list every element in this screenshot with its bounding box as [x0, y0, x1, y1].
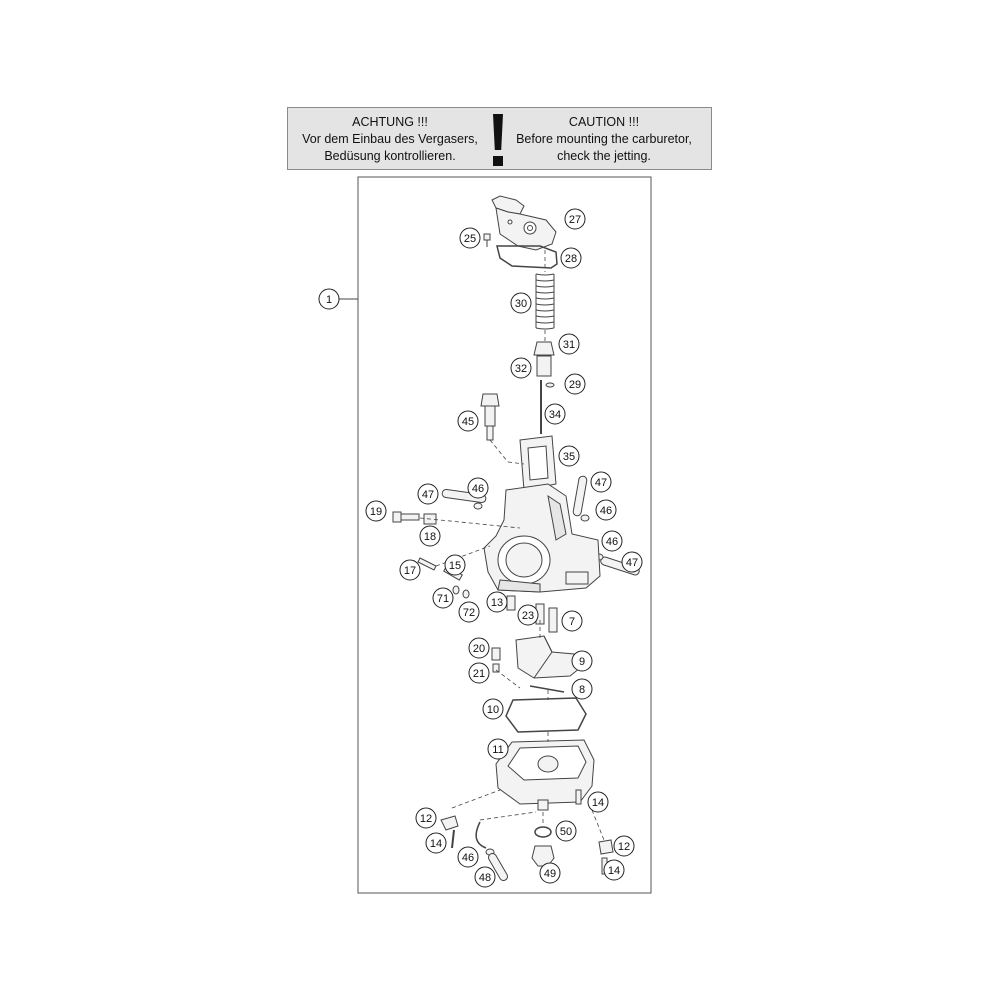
clamp-12-right — [599, 840, 613, 854]
callout-72 — [459, 602, 479, 622]
svg-text:9: 9 — [578, 656, 586, 668]
svg-text:47: 47 — [421, 489, 435, 501]
svg-text:23: 23 — [521, 610, 535, 622]
svg-text:35: 35 — [562, 451, 576, 463]
clamp-12-left — [441, 816, 458, 830]
callout-14-upper — [588, 792, 608, 812]
warning-german-line-1: ACHTUNG !!! — [352, 115, 428, 129]
callout-46-right — [596, 500, 616, 520]
warning-english-line-1: CAUTION !!! — [568, 115, 640, 129]
svg-text:12: 12 — [419, 813, 433, 825]
washer-71 — [453, 586, 459, 594]
svg-text:17: 17 — [403, 565, 417, 577]
overflow-hose-line — [476, 822, 486, 848]
svg-text:34: 34 — [548, 409, 562, 421]
callout-15 — [445, 555, 465, 575]
slide-spring — [536, 274, 554, 329]
svg-text:50: 50 — [559, 826, 573, 838]
svg-text:18: 18 — [423, 531, 437, 543]
svg-text:21: 21 — [472, 668, 486, 680]
svg-text:48: 48 — [478, 872, 492, 884]
o-ring-72 — [463, 590, 469, 598]
svg-text:12: 12 — [617, 841, 631, 853]
svg-text:20: 20 — [472, 643, 486, 655]
callout-46-bottom — [458, 847, 478, 867]
svg-text:13: 13 — [490, 597, 504, 609]
svg-text:19: 19 — [369, 506, 383, 518]
callout-18 — [420, 526, 440, 546]
callout-14-right — [604, 860, 624, 880]
screw-14-left — [452, 830, 454, 848]
callout-25 — [460, 228, 480, 248]
svg-text:47: 47 — [594, 477, 608, 489]
svg-text:15: 15 — [448, 560, 462, 572]
needle-clip-holder — [537, 356, 551, 376]
svg-text:46: 46 — [605, 536, 619, 548]
vent-hose-2 — [573, 476, 588, 517]
callout-11 — [488, 739, 508, 759]
svg-text:28: 28 — [564, 253, 578, 265]
throttle-slide — [520, 436, 556, 490]
svg-text:49: 49 — [543, 868, 557, 880]
svg-text:46: 46 — [599, 505, 613, 517]
callout-46-mid — [602, 531, 622, 551]
callout-49 — [540, 863, 560, 883]
callout-50 — [556, 821, 576, 841]
float-bowl-gasket — [506, 698, 586, 732]
callout-47-left — [418, 484, 438, 504]
o-ring-50 — [535, 827, 551, 837]
callout-27 — [565, 209, 585, 229]
svg-text:29: 29 — [568, 379, 582, 391]
svg-text:8: 8 — [578, 684, 586, 696]
callout-31 — [559, 334, 579, 354]
svg-text:72: 72 — [462, 607, 476, 619]
callout-47-right — [591, 472, 611, 492]
svg-text:1: 1 — [325, 294, 333, 306]
callout-12-right — [614, 836, 634, 856]
callout-21 — [469, 663, 489, 683]
callout-9 — [572, 651, 592, 671]
callout-32 — [511, 358, 531, 378]
svg-text:11: 11 — [492, 744, 504, 756]
svg-text:7: 7 — [568, 616, 576, 628]
warning-english-line-2: Before mounting the carburetor, — [516, 132, 692, 146]
pilot-jet — [507, 596, 515, 610]
top-cover — [492, 196, 556, 250]
warning-german-line-2: Vor dem Einbau des Vergasers, — [302, 132, 478, 146]
callout-71 — [433, 588, 453, 608]
svg-text:30: 30 — [514, 298, 528, 310]
idle-adjust-screw — [481, 394, 499, 440]
float-valve — [492, 648, 500, 660]
screw-25 — [484, 234, 490, 247]
callout-19 — [366, 501, 386, 521]
svg-text:47: 47 — [625, 557, 639, 569]
callout-30 — [511, 293, 531, 313]
callout-29 — [565, 374, 585, 394]
hose-clamp-1 — [474, 503, 482, 509]
float-axle — [530, 686, 564, 692]
needle-holder — [534, 342, 554, 355]
callout-28 — [561, 248, 581, 268]
svg-text:31: 31 — [562, 339, 576, 351]
callout-7 — [562, 611, 582, 631]
air-screw — [393, 512, 419, 522]
callout-12-left — [416, 808, 436, 828]
warning-english-line-3: check the jetting. — [557, 149, 651, 163]
callout-20 — [469, 638, 489, 658]
callout-34 — [545, 404, 565, 424]
screw-14-upper — [576, 790, 581, 804]
cover-gasket — [497, 246, 557, 268]
callout-13 — [487, 592, 507, 612]
warning-german-line-3: Bedüsung kontrollieren. — [324, 149, 456, 163]
idle-spring — [418, 558, 436, 570]
callout-23 — [518, 605, 538, 625]
svg-text:14: 14 — [591, 797, 605, 809]
callout-8 — [572, 679, 592, 699]
svg-text:14: 14 — [429, 838, 443, 850]
svg-text:32: 32 — [514, 363, 528, 375]
svg-text:46: 46 — [461, 852, 475, 864]
callout-10 — [483, 699, 503, 719]
svg-text:45: 45 — [461, 416, 475, 428]
svg-text:14: 14 — [607, 865, 621, 877]
callout-45 — [458, 411, 478, 431]
svg-text:27: 27 — [568, 214, 582, 226]
svg-text:25: 25 — [463, 233, 477, 245]
svg-text:71: 71 — [436, 593, 450, 605]
callout-46-left — [468, 478, 488, 498]
callout-14-left — [426, 833, 446, 853]
float — [516, 636, 580, 678]
callout-48 — [475, 867, 495, 887]
svg-text:46: 46 — [471, 483, 485, 495]
callout-35 — [559, 446, 579, 466]
hose-clamp-2 — [581, 515, 589, 521]
float-pin — [493, 664, 499, 672]
needle-clip — [546, 383, 554, 387]
callout-1 — [319, 289, 339, 309]
callout-17 — [400, 560, 420, 580]
svg-text:10: 10 — [486, 704, 500, 716]
callout-47-lower — [622, 552, 642, 572]
main-jet — [549, 608, 557, 632]
